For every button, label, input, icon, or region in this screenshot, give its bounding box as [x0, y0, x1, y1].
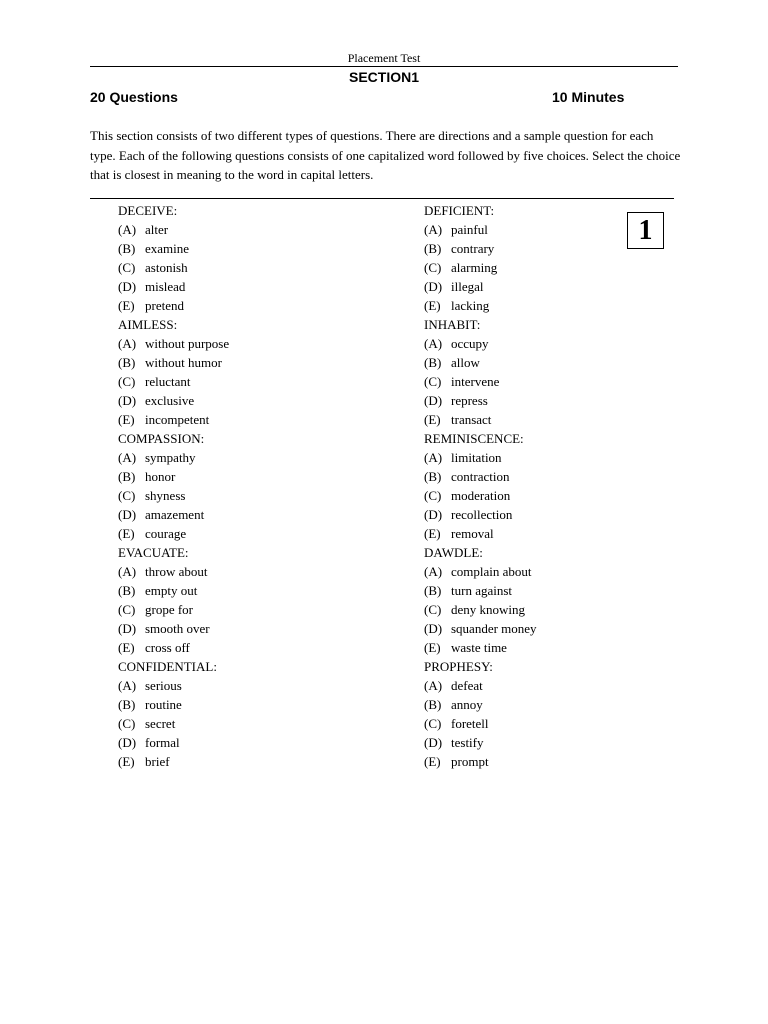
option-text: routine	[145, 697, 182, 712]
answer-option	[118, 581, 368, 600]
option-text: turn against	[451, 583, 513, 598]
option-text: amazement	[145, 507, 205, 522]
question-count: 20 Questions	[90, 89, 178, 105]
option-letter: (C)	[118, 602, 136, 617]
header-divider	[90, 66, 678, 67]
option-letter: (E)	[118, 412, 135, 427]
answer-option	[424, 410, 674, 429]
option-text: testify	[451, 735, 484, 750]
option-text: lacking	[451, 298, 490, 313]
option-letter: (D)	[424, 735, 443, 750]
answer-option	[424, 524, 674, 543]
option-letter: (B)	[424, 241, 442, 256]
option-text: brief	[145, 754, 170, 769]
answer-option	[424, 353, 674, 372]
option-letter: (C)	[424, 716, 442, 731]
answer-option	[424, 581, 674, 600]
option-letter: (D)	[118, 279, 137, 294]
option-text: smooth over	[145, 621, 210, 636]
option-letter: (B)	[118, 697, 136, 712]
question-word: AIMLESS:	[118, 317, 178, 332]
option-text: alarming	[451, 260, 498, 275]
option-text: examine	[145, 241, 190, 256]
answer-option	[118, 391, 368, 410]
answer-option	[424, 562, 674, 581]
answer-option	[118, 448, 368, 467]
question-word: COMPASSION:	[118, 431, 205, 446]
option-letter: (E)	[424, 754, 441, 769]
answer-option	[424, 277, 674, 296]
option-letter: (C)	[424, 488, 442, 503]
option-text: mislead	[145, 279, 186, 294]
option-text: throw about	[145, 564, 208, 579]
instructions: This section consists of two different types of questions. There are directions and a sample question for each type. Each of the following questions consists of one capitalized word followed by five choices. Select the choice that is closest in meaning to the word in capital letters.	[90, 128, 681, 182]
option-letter: (D)	[118, 621, 137, 636]
option-text: empty out	[145, 583, 198, 598]
option-text: serious	[145, 678, 182, 693]
answer-option	[424, 752, 674, 771]
option-letter: (A)	[118, 450, 137, 465]
time-limit: 10 Minutes	[552, 89, 625, 105]
option-text: complain about	[451, 564, 532, 579]
answer-option	[118, 334, 368, 353]
option-text: formal	[145, 735, 180, 750]
option-letter: (C)	[118, 374, 136, 389]
option-letter: (E)	[424, 526, 441, 541]
answer-option	[118, 410, 368, 429]
option-letter: (B)	[118, 355, 136, 370]
answer-option	[118, 258, 368, 277]
option-text: secret	[145, 716, 176, 731]
answer-option	[118, 619, 368, 638]
question-word: DAWDLE:	[424, 545, 483, 560]
answer-option	[424, 695, 674, 714]
option-text: occupy	[451, 336, 489, 351]
answer-option	[118, 505, 368, 524]
option-letter: (A)	[424, 222, 443, 237]
option-letter: (D)	[424, 507, 443, 522]
option-letter: (A)	[424, 336, 443, 351]
answer-option	[118, 752, 368, 771]
option-letter: (A)	[118, 222, 137, 237]
option-letter: (B)	[424, 469, 442, 484]
option-text: without humor	[145, 355, 222, 370]
option-text: limitation	[451, 450, 502, 465]
answer-option	[424, 448, 674, 467]
option-letter: (C)	[424, 374, 442, 389]
option-letter: (E)	[118, 640, 135, 655]
option-text: without purpose	[145, 336, 230, 351]
option-text: removal	[451, 526, 494, 541]
option-text: transact	[451, 412, 492, 427]
option-letter: (C)	[118, 260, 136, 275]
page-number-box: 1	[627, 212, 664, 249]
option-text: contraction	[451, 469, 510, 484]
option-letter: (C)	[424, 260, 442, 275]
option-text: prompt	[451, 754, 489, 769]
option-text: repress	[451, 393, 488, 408]
option-letter: (C)	[118, 488, 136, 503]
section-divider	[90, 198, 674, 199]
answer-option	[424, 638, 674, 657]
option-letter: (A)	[424, 564, 443, 579]
option-letter: (B)	[118, 469, 136, 484]
option-text: incompetent	[145, 412, 210, 427]
answer-option	[424, 467, 674, 486]
option-letter: (D)	[424, 393, 443, 408]
option-letter: (E)	[118, 298, 135, 313]
option-letter: (D)	[118, 735, 137, 750]
answer-option	[118, 353, 368, 372]
option-letter: (E)	[118, 754, 135, 769]
answer-option	[424, 258, 674, 277]
option-letter: (B)	[118, 583, 136, 598]
option-text: grope for	[145, 602, 194, 617]
option-text: annoy	[451, 697, 483, 712]
option-text: allow	[451, 355, 480, 370]
running-header: Placement Test	[347, 51, 421, 65]
answer-option	[424, 600, 674, 619]
option-letter: (E)	[424, 298, 441, 313]
option-text: recollection	[451, 507, 513, 522]
answer-option	[118, 600, 368, 619]
answer-option	[118, 239, 368, 258]
option-text: cross off	[145, 640, 190, 655]
question-word: EVACUATE:	[118, 545, 189, 560]
answer-option	[424, 676, 674, 695]
option-text: honor	[145, 469, 176, 484]
option-letter: (E)	[118, 526, 135, 541]
answer-option	[118, 714, 368, 733]
option-text: sympathy	[145, 450, 196, 465]
option-text: illegal	[451, 279, 484, 294]
option-letter: (D)	[118, 507, 137, 522]
question-word: DECEIVE:	[118, 203, 178, 218]
answer-option	[118, 467, 368, 486]
answer-option	[424, 505, 674, 524]
answer-option	[118, 486, 368, 505]
answer-option	[424, 296, 674, 315]
option-text: moderation	[451, 488, 511, 503]
question-word: REMINISCENCE:	[424, 431, 524, 446]
option-text: painful	[451, 222, 488, 237]
question-column-left	[118, 201, 368, 771]
answer-option	[118, 695, 368, 714]
option-letter: (D)	[424, 621, 443, 636]
answer-option	[424, 334, 674, 353]
option-text: reluctant	[145, 374, 191, 389]
answer-option	[118, 733, 368, 752]
option-text: intervene	[451, 374, 500, 389]
option-letter: (D)	[424, 279, 443, 294]
option-text: shyness	[145, 488, 186, 503]
answer-option	[118, 220, 368, 239]
answer-option	[118, 372, 368, 391]
option-letter: (A)	[118, 336, 137, 351]
option-letter: (A)	[118, 564, 137, 579]
option-letter: (C)	[424, 602, 442, 617]
option-text: alter	[145, 222, 169, 237]
option-letter: (D)	[118, 393, 137, 408]
question-word: INHABIT:	[424, 317, 481, 332]
option-text: squander money	[451, 621, 537, 636]
option-text: astonish	[145, 260, 188, 275]
question-word: DEFICIENT:	[424, 203, 495, 218]
option-text: deny knowing	[451, 602, 526, 617]
option-text: foretell	[451, 716, 489, 731]
option-text: exclusive	[145, 393, 195, 408]
answer-option	[118, 562, 368, 581]
option-letter: (C)	[118, 716, 136, 731]
section-title: SECTION1	[348, 69, 419, 85]
answer-option	[118, 277, 368, 296]
option-letter: (B)	[424, 355, 442, 370]
option-text: courage	[145, 526, 187, 541]
answer-option	[118, 638, 368, 657]
answer-option	[118, 524, 368, 543]
option-letter: (E)	[424, 412, 441, 427]
option-text: contrary	[451, 241, 495, 256]
option-letter: (B)	[424, 583, 442, 598]
option-letter: (A)	[424, 450, 443, 465]
answer-option	[424, 733, 674, 752]
answer-option	[118, 296, 368, 315]
option-text: waste time	[451, 640, 507, 655]
answer-option	[118, 676, 368, 695]
option-letter: (B)	[424, 697, 442, 712]
answer-option	[424, 486, 674, 505]
question-column-right	[424, 201, 674, 771]
answer-option	[424, 372, 674, 391]
answer-option	[424, 714, 674, 733]
option-letter: (E)	[424, 640, 441, 655]
option-letter: (A)	[118, 678, 137, 693]
question-word: PROPHESY:	[424, 659, 493, 674]
option-text: defeat	[451, 678, 483, 693]
option-letter: (A)	[424, 678, 443, 693]
answer-option	[424, 619, 674, 638]
option-letter: (B)	[118, 241, 136, 256]
option-text: pretend	[145, 298, 184, 313]
question-word: CONFIDENTIAL:	[118, 659, 217, 674]
answer-option	[424, 391, 674, 410]
